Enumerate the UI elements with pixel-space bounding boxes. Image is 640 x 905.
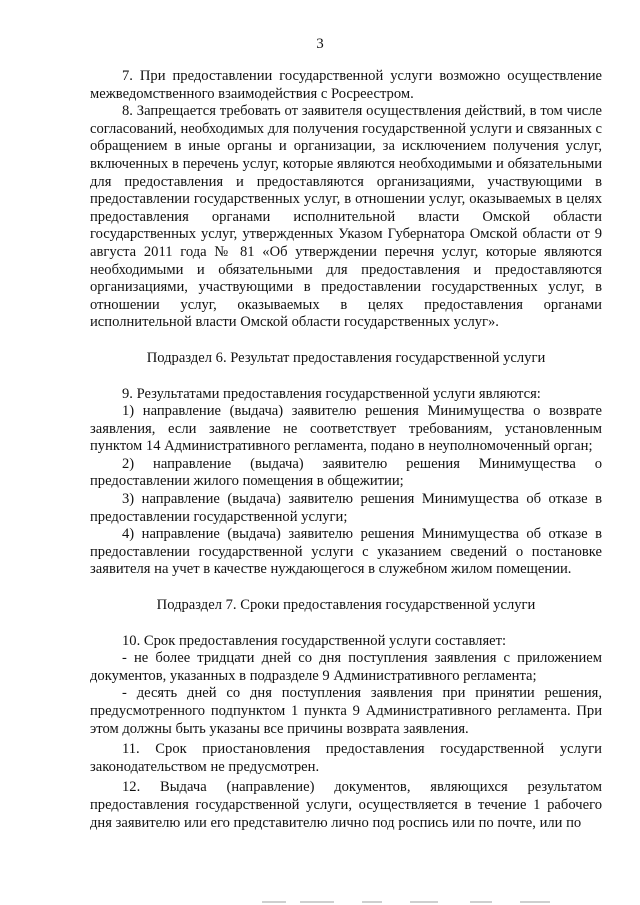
document-body — [90, 68, 602, 832]
paragraph-9-item-3: 3) направление (выдача) заявителю решения Минимущества об отказе в предоставлении государственной услуги; — [90, 491, 602, 525]
scan-edge-marks — [0, 893, 640, 905]
paragraph-10: 10. Срок предоставления государственной услуги составляет: — [122, 632, 507, 649]
subsection-6-heading: Подраздел 6. Результат предоставления государственной услуги — [146, 349, 546, 366]
paragraph-7: 7. При предоставлении государственной услуги возможно осуществление межведомственного взаимодействия с Росреестром. — [90, 68, 602, 102]
paragraph-9-item-1: 1) направление (выдача) заявителю решения Минимущества о возврате заявления, если заявление не соответствует требованиям, установленным пунктом 14 Административного регламента, подано в неуполномоченный орган; — [90, 403, 602, 455]
paragraph-10-item-1: - не более тридцати дней со дня поступления заявления с приложением документов, указанных в подразделе 9 Административного регламента; — [90, 650, 602, 684]
paragraph-9: 9. Результатами предоставления государственной услуги являются: — [122, 385, 541, 402]
subsection-7-heading: Подраздел 7. Сроки предоставления государственной услуги — [156, 597, 536, 614]
page-number: 3 — [316, 36, 324, 52]
paragraph-12: 12. Выдача (направление) документов, являющихся результатом предоставления государственной услуги, осуществляется в течение 1 рабочего дня заявителю или его представителю лично под роспись или по почте, или по — [90, 779, 602, 831]
paragraph-9-item-2: 2) направление (выдача) заявителю решения Минимущества о предоставлении жилого помещения в общежитии; — [90, 455, 602, 490]
paragraph-11: 11. Срок приостановления предоставления государственной услуги законодательством не предусмотрен. — [90, 741, 602, 775]
paragraph-9-item-4: 4) направление (выдача) заявителю решения Минимущества об отказе в предоставлении государственной услуги с указанием сведений о постановке заявителя на учет в качестве нуждающегося в служебном жилом помещении. — [90, 526, 602, 578]
paragraph-8: 8. Запрещается требовать от заявителя осуществления действий, в том числе согласований, необходимых для получения государственной услуги и связанных с обращением в иные органы и организации, за исключением получения услуг, включенных в перечень услуг, которые являются необходимыми и обязательными для предоставления и предоставляются организациями, участвующими в предоставлении государственных услуг, в отношении услуг, оказываемых в целях предоставления органами исполнительной власти Омской области государственных услуг, утвержденных Указом Губернатора Омской области от 9 августа 2011 года № 81 «Об утверждении перечня услуг, которые являются необходимыми и обязательными для предоставления и предоставляются организациями, участвующими в предоставлении государственных услуг, в отношении услуг, оказываемых в целях предоставления органами исполнительной власти Омской области государственных услуг». — [90, 103, 602, 331]
paragraph-10-item-2: - десять дней со дня поступления заявления при принятии решения, предусмотренного подпунктом 1 пункта 9 Административного регламента. При этом должны быть указаны все причины возврата заявления. — [90, 685, 602, 737]
